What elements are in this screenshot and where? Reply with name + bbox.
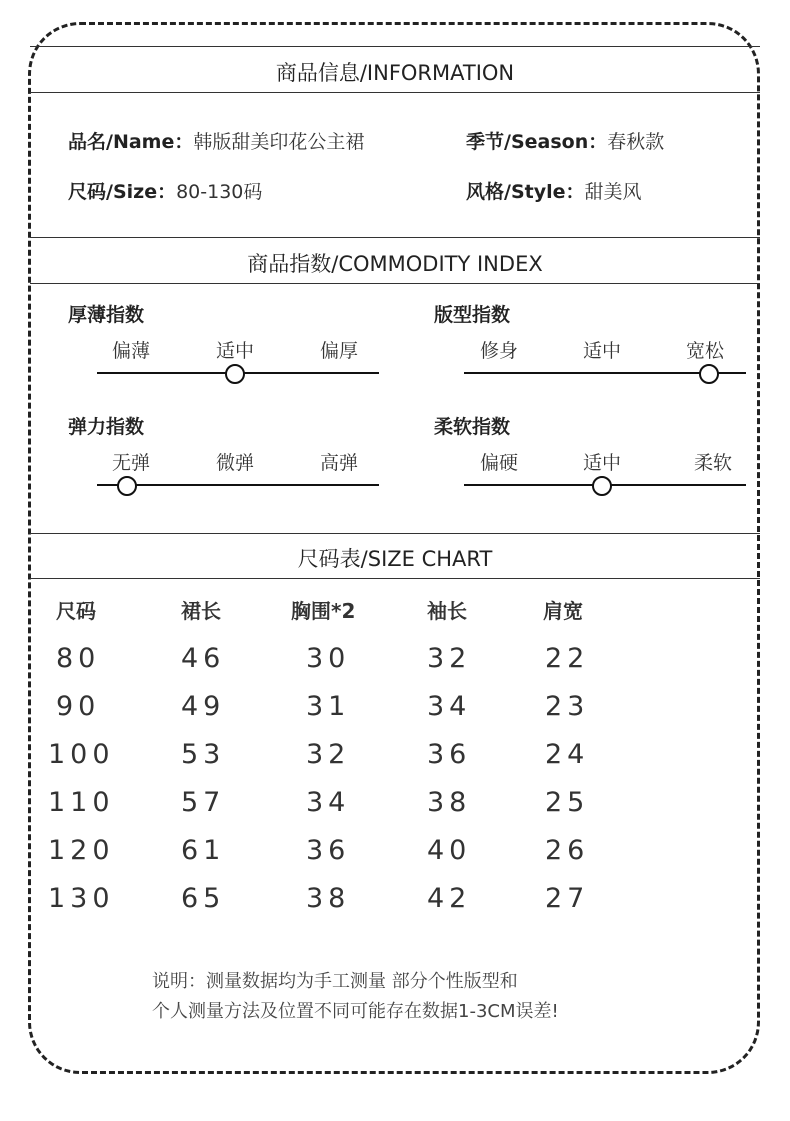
size-table-cell: 53 [181,739,226,770]
index-option: 修身 [480,340,519,362]
size-table-cell: 22 [545,643,590,674]
style-label: 风格/Style： [466,181,585,203]
size-table-header: 裙长 [181,599,221,623]
size-value: 80-130码 [176,181,263,203]
index-option: 无弹 [112,452,151,474]
index-option: 柔软 [694,452,733,474]
name-field [68,127,364,154]
size-chart-title: 尺码表/SIZE CHART [297,547,493,571]
size-table-cell: 36 [306,835,351,866]
size-table-cell: 23 [545,691,590,722]
size-table-size-cell: 80 [56,643,101,674]
size-table-cell: 65 [181,883,226,914]
season-label: 季节/Season： [466,131,608,153]
size-table-cell: 40 [427,835,472,866]
index-label-fit: 版型指数 [434,304,511,326]
size-table-cell: 42 [427,883,472,914]
size-table-size-cell: 120 [48,835,115,866]
size-table-size-cell: 100 [48,739,115,770]
note-line-1: 说明：测量数据均为手工测量 部分个性版型和 [152,971,518,992]
size-table-cell: 34 [306,787,351,818]
index-option: 微弹 [216,452,255,474]
index-label-softness: 柔软指数 [434,416,511,438]
size-table-cell: 30 [306,643,351,674]
size-table-cell: 32 [306,739,351,770]
name-label: 品名/Name： [68,131,194,153]
index-option: 偏硬 [480,452,519,474]
size-table-cell: 31 [306,691,351,722]
size-table-header: 尺码 [56,599,96,623]
name-value: 韩版甜美印花公主裙 [193,131,365,153]
size-table-header: 肩宽 [543,599,583,623]
index-slider-knob [117,476,137,496]
size-table-cell: 25 [545,787,590,818]
divider [30,283,760,284]
index-track [97,484,379,486]
index-option: 高弹 [320,452,359,474]
size-table-cell: 36 [427,739,472,770]
divider [30,46,760,47]
size-table-cell: 34 [427,691,472,722]
size-table-cell: 38 [306,883,351,914]
divider [30,533,760,534]
size-table-cell: 32 [427,643,472,674]
size-table-cell: 38 [427,787,472,818]
style-field [466,177,642,204]
commodity-index-title: 商品指数/COMMODITY INDEX [247,252,543,276]
index-option: 适中 [583,340,622,362]
season-field [466,127,664,154]
size-field [68,177,262,204]
size-table-size-cell: 130 [48,883,115,914]
divider [30,92,760,93]
divider [30,578,760,579]
size-label: 尺码/Size： [68,181,177,203]
size-table-header: 胸围*2 [291,599,356,623]
index-option: 宽松 [686,340,725,362]
index-label-thickness: 厚薄指数 [68,304,145,326]
note-line-2: 个人测量方法及位置不同可能存在数据1-3CM误差! [152,1001,559,1022]
size-table-cell: 49 [181,691,226,722]
index-option: 适中 [216,340,255,362]
divider [30,237,760,238]
index-label-elasticity: 弹力指数 [68,416,145,438]
style-value: 甜美风 [584,181,642,203]
season-value: 春秋款 [607,131,665,153]
size-table-cell: 26 [545,835,590,866]
index-option: 偏厚 [320,340,359,362]
size-table-size-cell: 90 [56,691,101,722]
size-table-cell: 27 [545,883,590,914]
size-table-cell: 46 [181,643,226,674]
size-table-cell: 57 [181,787,226,818]
size-table-cell: 24 [545,739,590,770]
size-table-cell: 61 [181,835,226,866]
index-option: 偏薄 [112,340,151,362]
index-option: 适中 [583,452,622,474]
information-title: 商品信息/INFORMATION [275,61,515,85]
size-table-size-cell: 110 [48,787,115,818]
size-table-header: 袖长 [427,599,467,623]
